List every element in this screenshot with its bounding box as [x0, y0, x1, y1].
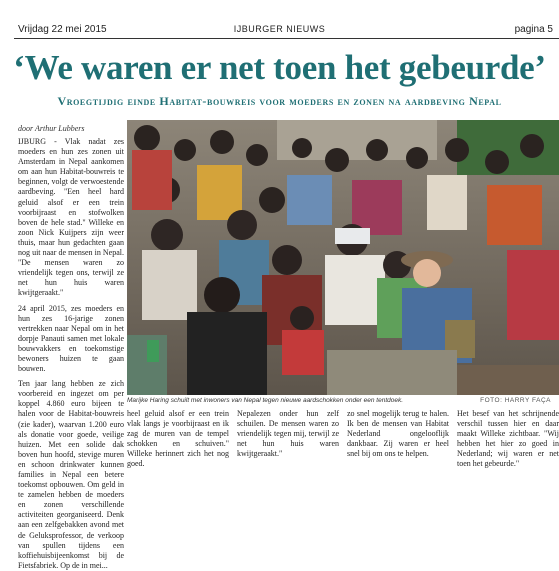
column-text: Nepalezen onder hun zelf schuilen. De mensen waren zo vriendelijk tegen mij, terwijl ze net hun huis waren kwijtgeraakt.": [237, 409, 339, 459]
article-left-column: [18, 137, 124, 570]
column-text: Het besef van het schrijnende verschil tussen hier en daar maakt Willeke zichtbaar. "Wij hebben het hier zo goed in Nederland; wij waren er net toen het gebeurde.": [457, 409, 559, 469]
article-headline: ‘We waren er net toen het gebeurde’: [13, 48, 546, 87]
column-text: heel geluid alsof er een trein vlak langs je voorbijraast en ik zag de muren van de tempel schokken en schuiven." Willeke herinnert zich het nog goed.: [127, 409, 229, 469]
page-number: pagina 5: [514, 24, 553, 35]
header-divider: [14, 38, 559, 39]
article-byline: door Arthur Lubbers: [18, 124, 85, 133]
photo-caption: [127, 397, 559, 407]
newspaper-name: IJBURGER NIEUWS: [233, 24, 326, 34]
paragraph: IJBURG - Vlak nadat zes moeders en hun zes zonen uit Amsterdam in Nepal aankomen om aan hun Habitat-bouwreis te beginnen, volgt de verwoestende aardbeving. "Een heel hard geluid alsof er een trein voorbijraast en stofwolken boven de hele stad." Willeke en zoon Nick Kuijpers zijn weer thuis, maar hun gedachten gaan nog uit naar de mensen in Nepal. "De mensen waren zo vriendelijk tegen ons, terwijl ze net hun huis waren kwijtgeraakt.": [18, 137, 124, 298]
column-text: zo snel mogelijk terug te halen. Ik ben de mensen van Habitat Nederland ongelooflijk dankbaar. Zij waren er heel snel bij om ons te helpen.: [347, 409, 449, 459]
issue-date: Vrijdag 22 mei 2015: [18, 24, 107, 35]
page-header: [0, 0, 559, 38]
article-subhead: Vroegtijdig einde Habitat-bouwreis voor moeders en zonen na aardbeving Nepal: [57, 94, 502, 108]
paragraph: Ten jaar lang hebben ze zich voorbereid en ingezet om per koppel 4.860 euro bijeen te halen voor de Habitat-bouwreis (zie kader), waarvan 1.200 euro als donatie voor goede, veilige huizen. Met een solide dak boven hun hoofd, stevige muren en schoon drinkwater kunnen families in Nepal een betere toekomst opbouwen. Om geld in te zamelen hebben de moeders en zonen verschillende activiteiten georganiseerd. Denk aan een zelfgebakken avond met de Geluksprofessor, de verkoop van spullen tijdens een koffiehuisbijeenkomst bij de Fietsfabriek. Op de in mei...: [18, 379, 124, 570]
paragraph: 24 april 2015, zes moeders en hun zes 16-jarige zonen vertrekken naar Nepal om in het dorpje Panauti samen met lokale bouwvakkers en toekomstige bewoners huizen te gaan bouwen.: [18, 303, 124, 374]
caption-text: Marijke Haring schuilt met inwoners van Nepal tegen nieuwe aardschokken onder een tentdoek.: [127, 397, 404, 404]
crowd-photo-illustration: [127, 120, 559, 395]
photo-credit: FOTO: HARRY FAÇA: [480, 397, 551, 404]
article-bottom-columns: [127, 409, 559, 469]
article-photo: [127, 120, 559, 395]
